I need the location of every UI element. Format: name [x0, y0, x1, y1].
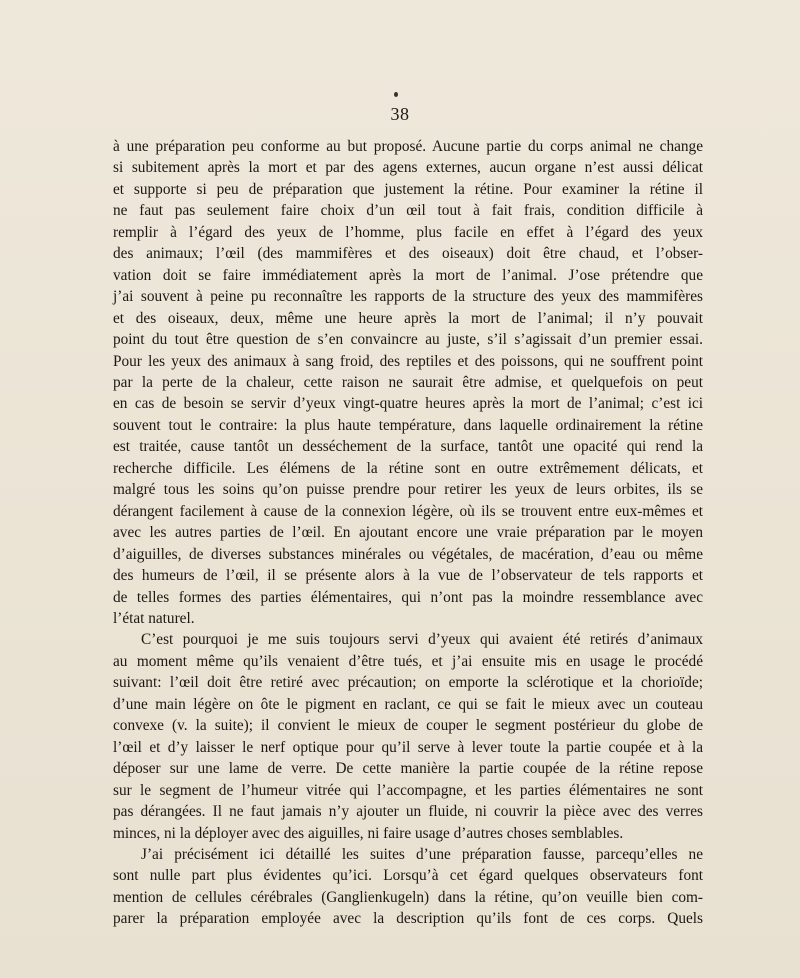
paragraph-3-body — [113, 865, 703, 929]
text-line: de telles formes des parties élémentaires, qui n’ont pas la moindre ressemblance avec — [113, 588, 703, 606]
text-line: recherche difficile. Les élémens de la rétine sont en outre extrêmement délicats, et — [113, 459, 703, 477]
text-line: d’une main légère on ôte le pigment en raclant, ce qui se fait le mieux avec un couteau — [113, 695, 703, 713]
paragraph-2 — [113, 629, 703, 650]
text-line: ne faut pas seulement faire choix d’un œil tout à fait frais, condition difficile à — [113, 202, 703, 220]
paragraph-3 — [113, 844, 703, 865]
text-line: et des oiseaux, deux, même une heure après la mort de l’animal; il n’y pouvait — [113, 309, 703, 327]
text-line: dérangent facilement à cause de la connexion légère, où ils se trouvent entre eux-mêmes et — [113, 502, 703, 520]
text-line: remplir à l’égard des yeux de l’homme, plus facile en effet à l’égard des yeux — [113, 223, 703, 241]
text-line: parer la préparation employée avec la description qu’ils font de ces corps. Quels — [113, 910, 703, 928]
text-line: suivant: l’œil doit être retiré avec précaution; on emporte la sclérotique et la chorioïde; — [113, 674, 703, 692]
text-line: j’ai souvent à peine pu reconnaître les rapports de la structure des yeux des mammifères — [113, 288, 703, 306]
page-number: 38 — [390, 104, 410, 124]
text-line: et supporte si peu de préparation que justement la rétine. Pour examiner la rétine il — [113, 180, 703, 198]
text-line: si subitement après la mort et par des agens externes, aucun organe n’est aussi délicat — [113, 159, 703, 177]
text-line: d’aiguilles, de diverses substances minérales ou végétales, de macération, d’eau ou même — [113, 545, 703, 563]
text-line: des humeurs de l’œil, il se présente alors à la vue de l’observateur de tels rapports et — [113, 567, 703, 585]
paragraph-2-body — [113, 651, 703, 823]
text-line: sont nulle part plus évidentes qu’ici. Lorsqu’à cet égard quelques observateurs font — [113, 867, 703, 885]
text-line: point du tout être question de s’en convaincre au juste, s’il s’agissait d’un premier essai. — [113, 331, 703, 349]
text-line: souvent tout le contraire: la plus haute température, dans laquelle ordinairement la rétine — [113, 416, 703, 434]
text-line: l’état naturel. — [113, 609, 195, 627]
text-line: l’œil et d’y laisser le nerf optique pour qu’il serve à lever toute la partie coupée et à la — [113, 738, 703, 756]
text-line: mention de cellules cérébrales (Ganglienkugeln) dans la rétine, qu’on veuille bien com- — [113, 888, 703, 906]
ink-spot — [394, 92, 398, 97]
body-text — [113, 136, 703, 930]
text-line: avec les autres parties de l’œil. En ajoutant encore une vraie préparation par le moyen — [113, 524, 703, 542]
text-line: vation doit se faire immédiatement après la mort de l’animal. J’ose prétendre que — [113, 266, 703, 284]
text-line: convexe (v. la suite); il convient le mieux de couper le segment postérieur du globe de — [113, 717, 703, 735]
paragraph-1 — [113, 136, 703, 608]
text-line: J’ai précisément ici détaillé les suites d’une préparation fausse, parcequ’elles ne — [141, 845, 703, 863]
text-line: pas dérangées. Il ne faut jamais n’y ajouter un fluide, ni couvrir la pièce avec des verres — [113, 803, 703, 821]
paragraph-2-end — [113, 823, 703, 844]
text-line: déposer sur une lame de verre. De cette manière la partie coupée de la rétine repose — [113, 760, 703, 778]
text-line: minces, ni la déployer avec des aiguilles, ni faire usage d’autres choses semblables. — [113, 824, 624, 842]
text-line: des animaux; l’œil (des mammifères et des oiseaux) doit être chaud, et l’obser- — [113, 245, 703, 263]
text-line: est traitée, cause tantôt un desséchement de la surface, tantôt une opacité qui rend la — [113, 438, 703, 456]
text-line: à une préparation peu conforme au but proposé. Aucune partie du corps animal ne change — [113, 138, 703, 155]
paragraph-1-end — [113, 608, 703, 629]
text-line: au moment même qu’ils venaient d’être tués, et j’ai ensuite mis en usage le procédé — [113, 652, 703, 670]
text-line: malgré tous les soins qu’on puisse prendre pour retirer les yeux de leurs orbites, ils se — [113, 481, 703, 499]
text-line: C’est pourquoi je me suis toujours servi d’yeux qui avaient été retirés d’animaux — [141, 631, 703, 649]
text-line: Pour les yeux des animaux à sang froid, des reptiles et des poissons, qui ne souffrent point — [113, 352, 703, 370]
text-line: en cas de besoin se servir d’yeux vingt-quatre heures après la mort de l’animal; c’est ici — [113, 395, 703, 413]
text-line: sur le segment de l’humeur vitrée qui l’accompagne, et les parties élémentaires ne sont — [113, 781, 703, 799]
text-line: par la perte de la chaleur, cette raison ne saurait être admise, et quelquefois on peut — [113, 373, 703, 391]
